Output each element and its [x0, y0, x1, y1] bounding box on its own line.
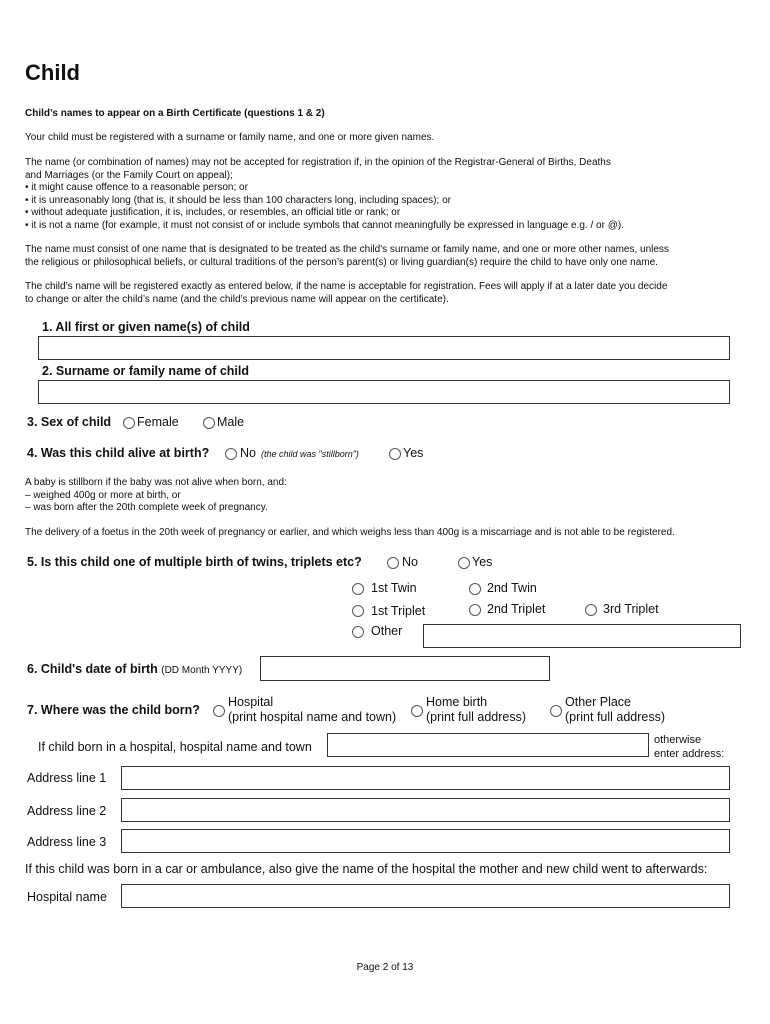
- multiple-other-radio[interactable]: [352, 626, 364, 638]
- otherwise-note: [654, 733, 724, 761]
- second-twin-label: 2nd Twin: [487, 581, 537, 595]
- stillborn-note: (the child was "stillborn"): [261, 449, 359, 459]
- first-triplet-radio[interactable]: [352, 605, 364, 617]
- hospital-name-town-input[interactable]: [327, 733, 649, 757]
- address-line-3-input[interactable]: [121, 829, 730, 853]
- stillborn-line: – weighed 400g or more at birth, or: [25, 489, 181, 501]
- given-names-label: 1. All first or given name(s) of child: [42, 320, 250, 334]
- born-home-label: [426, 695, 526, 725]
- names-subheading: Child’s names to appear on a Birth Certificate (questions 1 & 2): [25, 108, 325, 119]
- first-twin-radio[interactable]: [352, 583, 364, 595]
- surname-input[interactable]: [38, 380, 730, 404]
- hospital-name-input[interactable]: [121, 884, 730, 908]
- born-other-label: [565, 695, 665, 725]
- multiple-other-label: Other: [371, 624, 403, 638]
- surname-label: 2. Surname or family name of child: [42, 364, 250, 378]
- birth-place-label: 7. Where was the child born?: [27, 703, 200, 717]
- second-triplet-label: 2nd Triplet: [487, 602, 546, 616]
- intro-line: • it might cause offence to a reasonable person; or: [25, 182, 248, 193]
- sex-male-label: Male: [217, 415, 245, 429]
- stillborn-line: A baby is stillborn if the baby was not alive when born, and:: [25, 477, 287, 488]
- born-hospital-label: [228, 695, 396, 725]
- sex-label: 3. Sex of child: [27, 415, 112, 429]
- born-home-hint: (print full address): [426, 710, 527, 724]
- address-line-1-input[interactable]: [121, 766, 730, 790]
- intro-line: The child’s name will be registered exactly as entered below, if the name is acceptable for registration. Fees will apply if at a later date you decide: [25, 281, 668, 292]
- born-hospital-hint: (print hospital name and town): [228, 710, 397, 724]
- multiple-no-radio[interactable]: [387, 557, 399, 569]
- intro-line: the religious or philosophical beliefs, or cultural traditions of the person’s parent(s) or living guardian(s) require the child to have only one name.: [25, 256, 658, 268]
- multiple-yes-label: Yes: [472, 555, 493, 569]
- sex-male-radio[interactable]: [203, 417, 215, 429]
- born-home-radio[interactable]: [411, 705, 423, 717]
- given-names-input[interactable]: [38, 336, 730, 360]
- intro-line: • without adequate justification, it is, includes, or resembles, an official title or rank; or: [25, 207, 401, 218]
- date-of-birth-input[interactable]: [260, 656, 550, 681]
- hospital-name-label: Hospital name: [27, 890, 107, 904]
- address-line-2-input[interactable]: [121, 798, 730, 822]
- sex-female-label: Female: [137, 415, 179, 429]
- date-of-birth-question: 6. Child's date of birth: [27, 662, 158, 676]
- multiple-no-label: No: [402, 555, 418, 569]
- intro-paragraph-4: [25, 281, 667, 306]
- enter-address-text: enter address:: [654, 748, 725, 760]
- otherwise-text: otherwise: [654, 734, 702, 746]
- first-twin-label: 1st Twin: [371, 581, 417, 595]
- alive-no-label: No: [240, 446, 256, 460]
- born-hospital-radio[interactable]: [213, 705, 225, 717]
- alive-yes-radio[interactable]: [389, 448, 401, 460]
- page-title: Child: [25, 60, 80, 85]
- date-of-birth-label: [27, 662, 242, 676]
- born-other-text: Other Place: [565, 695, 632, 709]
- first-triplet-label: 1st Triplet: [371, 604, 426, 618]
- intro-line: and Marriages (or the Family Court on appeal);: [25, 169, 233, 181]
- third-triplet-radio[interactable]: [585, 604, 597, 616]
- stillborn-line: – was born after the 20th complete week of pregnancy.: [25, 502, 268, 513]
- born-hospital-text: Hospital: [228, 695, 274, 709]
- address-line-2-label: Address line 2: [27, 804, 107, 818]
- page-number: Page 2 of 13: [356, 962, 414, 973]
- intro-line: The name must consist of one name that is designated to be treated as the child's surname or family name, and one or more other names, unless: [25, 244, 669, 255]
- address-line-3-label: Address line 3: [27, 835, 107, 849]
- third-triplet-label: 3rd Triplet: [603, 602, 659, 616]
- multiple-other-input[interactable]: [423, 624, 741, 648]
- alive-yes-label: Yes: [403, 446, 424, 460]
- stillborn-definition: [25, 477, 287, 515]
- born-other-hint: (print full address): [565, 710, 666, 724]
- intro-line: • it is not a name (for example, it must not consist of or include symbols that cannot meaningfully be expressed in language e.g. / or @).: [25, 219, 624, 231]
- intro-line: to change or alter the child’s name (and the child’s previous name will appear on the certificate).: [25, 293, 449, 305]
- intro-paragraph-3: [25, 244, 669, 269]
- intro-line: • it is unreasonably long (that is, it should be less than 100 characters long, including spaces); or: [25, 194, 451, 206]
- intro-paragraph-2: [25, 157, 624, 232]
- second-twin-radio[interactable]: [469, 583, 481, 595]
- alive-no-radio[interactable]: [225, 448, 237, 460]
- second-triplet-radio[interactable]: [469, 604, 481, 616]
- intro-paragraph-1: Your child must be registered with a surname or family name, and one or more given names.: [25, 132, 435, 143]
- intro-line: The name (or combination of names) may not be accepted for registration if, in the opinion of the Registrar-General of Births, Deaths: [25, 157, 611, 168]
- multiple-birth-label: 5. Is this child one of multiple birth of twins, triplets etc?: [27, 555, 362, 569]
- born-other-radio[interactable]: [550, 705, 562, 717]
- car-ambulance-note: If this child was born in a car or ambulance, also give the name of the hospital the mother and new child went to afterwards:: [25, 862, 708, 876]
- alive-at-birth-label: 4. Was this child alive at birth?: [27, 446, 210, 460]
- date-format-hint: (DD Month YYYY): [161, 665, 243, 676]
- miscarriage-note: The delivery of a foetus in the 20th week of pregnancy or earlier, and which weighs less than 400g is a miscarriage and is not able to be registered.: [25, 527, 675, 538]
- hospital-name-town-label: If child born in a hospital, hospital name and town: [38, 740, 312, 754]
- sex-female-radio[interactable]: [123, 417, 135, 429]
- address-line-1-label: Address line 1: [27, 771, 107, 785]
- multiple-yes-radio[interactable]: [458, 557, 470, 569]
- born-home-text: Home birth: [426, 695, 488, 709]
